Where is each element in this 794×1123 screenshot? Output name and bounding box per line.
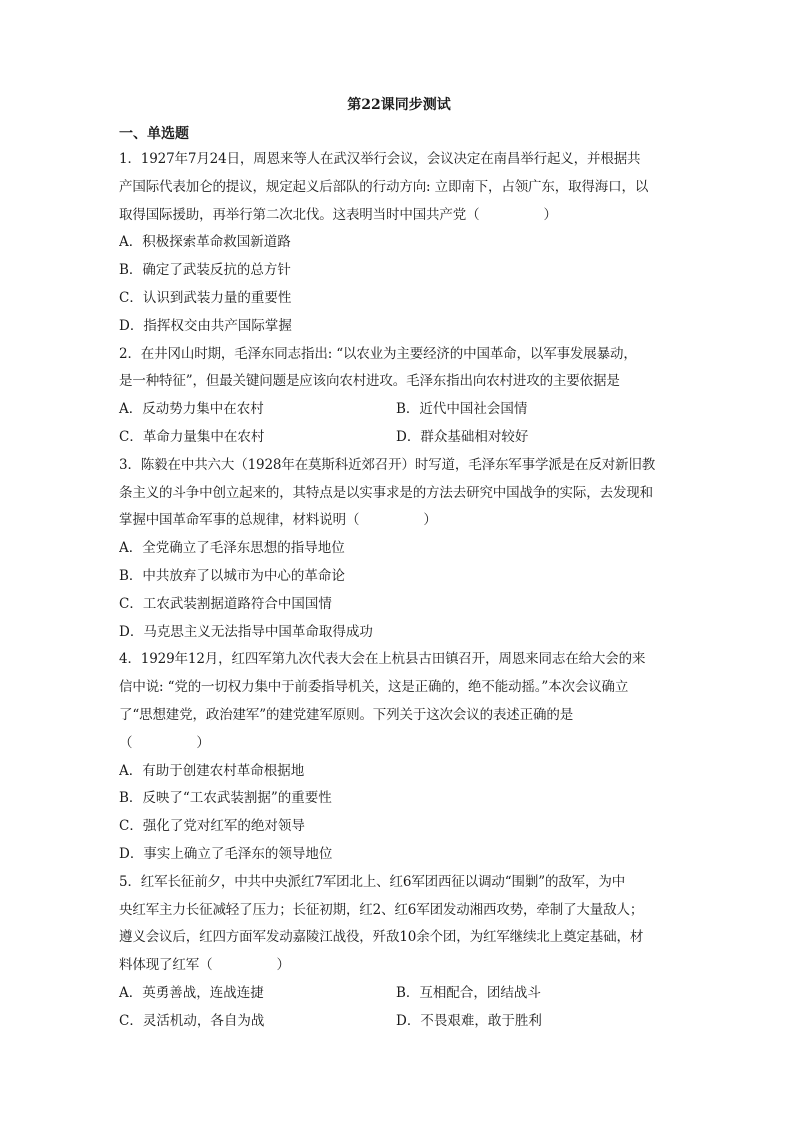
stem-text: 料体现了红军（ <box>119 957 213 974</box>
stem-line: 了“思想建党，政治建军”的建党建军原则。下列关于这次会议的表述正确的是 <box>119 706 574 723</box>
option-a: A．有助于创建农村革命根据地 <box>119 762 305 779</box>
option-a: A．英勇善战，连战连捷 <box>119 984 264 1001</box>
option-a: A．反动势力集中在农村 <box>119 401 264 418</box>
option-row <box>119 980 679 1008</box>
question-stem <box>119 341 679 397</box>
page-title: 第22课同步测试 <box>347 97 451 113</box>
option-d: D．事实上确立了毛泽东的领导地位 <box>119 845 333 862</box>
stem-line: 2．在井冈山时期，毛泽东同志指出: “以农业为主要经济的中国革命，以军事发展暴动， <box>119 345 637 362</box>
stem-line: 信中说: “党的一切权力集中于前委指导机关，这是正确的，绝不能动摇。”本次会议确立 <box>119 679 629 696</box>
question-1 <box>119 146 679 341</box>
stem-line <box>119 507 679 535</box>
question-4 <box>119 646 679 868</box>
option-b: B．中共放弃了以城市为中心的革命论 <box>119 567 345 584</box>
stem-tail: ） <box>276 957 290 974</box>
stem-tail: ） <box>196 734 210 751</box>
option-a: A．全党确立了毛泽东思想的指导地位 <box>119 540 345 557</box>
question-stem <box>119 869 679 980</box>
stem-line: 遵义会议后，红四方面军发动嘉陵江战役，歼敌10余个团，为红军继续北上奠定基础，材 <box>119 929 644 946</box>
option-b: B．确定了武装反抗的总方针 <box>119 262 291 279</box>
stem-line: 央红军主力长征减轻了压力；长征初期，红2、红6军团发动湘西攻势，牵制了大量敌人； <box>119 901 644 918</box>
option-row <box>119 1008 679 1036</box>
option-d: D．不畏艰难，敢于胜利 <box>396 1012 542 1029</box>
stem-line: 1．1927年7月24日，周恩来等人在武汉举行会议，会议决定在南昌举行起义，并根据共 <box>119 151 641 167</box>
stem-line <box>119 730 679 758</box>
option-row <box>119 396 679 424</box>
option-d: D．指挥权交由共产国际掌握 <box>119 317 292 334</box>
question-5 <box>119 869 679 1036</box>
stem-line: 产国际代表加仑的提议，规定起义后部队的行动方向: 立即南下，占领广东，取得海口，以 <box>119 178 649 195</box>
stem-line: 是一种特征”，但最关键问题是应该向农村进攻。毛泽东指出向农村进攻的主要依据是 <box>119 373 620 390</box>
question-stem <box>119 646 679 757</box>
option-b: B．互相配合，团结战斗 <box>396 984 541 1001</box>
option-c: C．认识到武装力量的重要性 <box>119 289 292 306</box>
option-c: C．强化了党对红军的绝对领导 <box>119 818 305 835</box>
stem-line <box>119 952 679 980</box>
option-b: B．反映了“工农武装割据”的重要性 <box>119 790 332 807</box>
option-c: C．灵活机动，各自为战 <box>119 1012 265 1029</box>
stem-line: 4．1929年12月，红四军第九次代表大会在上杭县古田镇召开，周恩来同志在给大会的来 <box>119 651 646 668</box>
option-d: D．马克思主义无法指导中国革命取得成功 <box>119 623 373 640</box>
stem-text: （ <box>119 734 133 751</box>
option-a: A．积极探索革命救国新道路 <box>119 234 291 251</box>
stem-line: 3．陈毅在中共六大（1928年在莫斯科近郊召开）时写道，毛泽东军事学派是在反对新旧教 <box>119 456 656 473</box>
option-d: D．群众基础相对较好 <box>396 428 529 445</box>
stem-tail: ） <box>543 206 557 223</box>
question-2 <box>119 341 679 452</box>
option-b: B．近代中国社会国情 <box>396 401 528 418</box>
document-content <box>119 90 679 1036</box>
section-heading: 一、单选题 <box>119 126 189 142</box>
stem-text: 取得国际援助，再举行第二次北伐。这表明当时中国共产党（ <box>119 206 480 223</box>
option-row <box>119 424 679 452</box>
stem-tail: ） <box>423 512 437 529</box>
option-c: C．革命力量集中在农村 <box>119 428 265 445</box>
stem-text: 掌握中国革命军事的总规律，材料说明（ <box>119 512 360 529</box>
question-3 <box>119 452 679 647</box>
option-c: C．工农武装割据道路符合中国国情 <box>119 595 332 612</box>
question-stem <box>119 146 679 229</box>
stem-line: 5．红军长征前夕，中共中央派红7军团北上、红6军团西征以调动“围剿”的敌军，为中 <box>119 873 626 890</box>
stem-line <box>119 202 679 230</box>
question-stem <box>119 452 679 535</box>
stem-line: 条主义的斗争中创立起来的，其特点是以实事求是的方法去研究中国战争的实际，去发现和 <box>119 484 653 501</box>
